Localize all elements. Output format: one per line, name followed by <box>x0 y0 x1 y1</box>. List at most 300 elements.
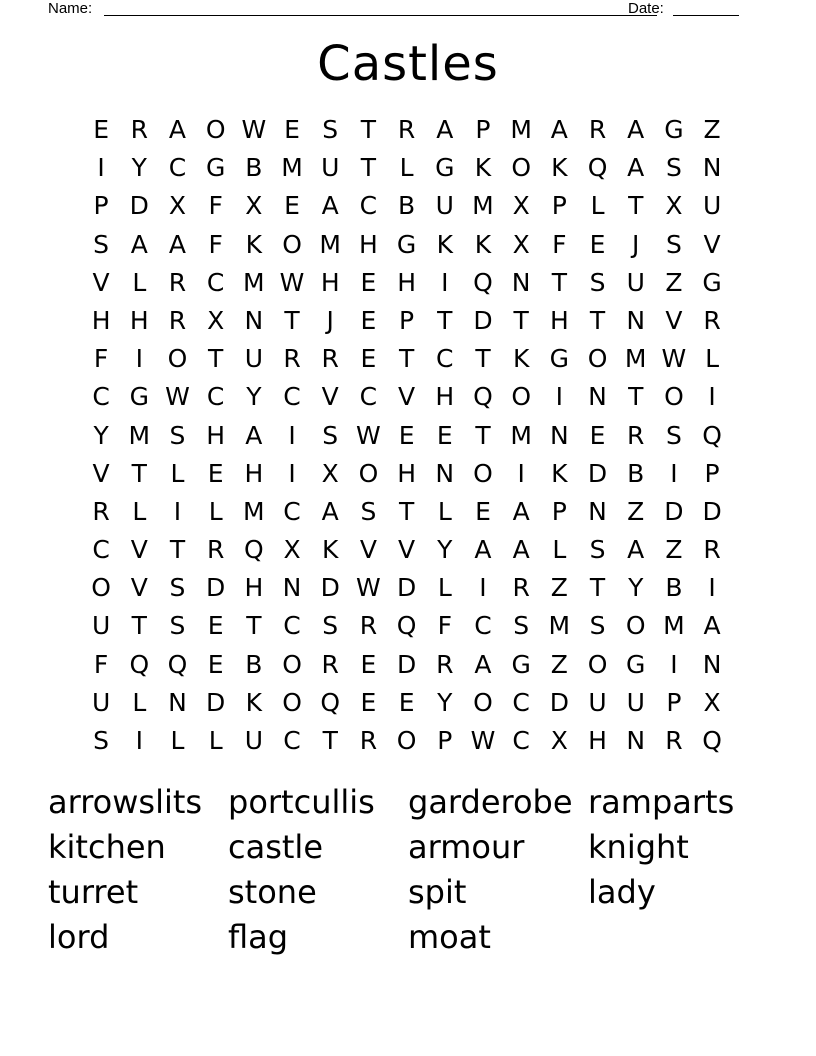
grid-cell[interactable]: N <box>702 153 722 183</box>
grid-cell[interactable]: O <box>282 687 302 717</box>
grid-cell[interactable]: M <box>663 611 685 641</box>
grid-cell[interactable]: N <box>702 649 722 679</box>
name-label: Name: <box>48 0 93 17</box>
grid-cell[interactable]: F <box>93 649 109 679</box>
grid-cell[interactable]: P <box>399 305 415 335</box>
name-field-line[interactable] <box>104 0 657 16</box>
grid-cell[interactable]: T <box>322 726 338 755</box>
grid-cell[interactable]: V <box>398 535 416 565</box>
grid-cell[interactable]: N <box>626 305 646 335</box>
grid-cell[interactable]: M <box>243 267 265 297</box>
grid-cell[interactable]: G <box>396 229 417 259</box>
grid-cell[interactable]: D <box>206 573 226 603</box>
word-list-item: garderobe <box>408 783 573 821</box>
grid-cell[interactable]: Q <box>587 153 608 183</box>
grid-cell[interactable]: A <box>474 535 492 565</box>
grid-cell[interactable]: V <box>703 229 721 259</box>
grid-cell[interactable]: P <box>551 191 567 221</box>
grid-cell[interactable]: G <box>435 153 455 183</box>
grid-cell[interactable]: J <box>632 229 640 259</box>
grid-cell[interactable]: C <box>168 153 187 183</box>
grid-cell[interactable]: T <box>589 573 606 603</box>
grid-cell[interactable]: U <box>244 726 263 755</box>
grid-cell[interactable]: L <box>208 496 223 526</box>
grid-cell[interactable]: E <box>589 420 606 450</box>
grid-cell[interactable]: S <box>169 420 186 450</box>
grid-cell[interactable]: N <box>588 496 607 526</box>
grid-cell[interactable]: E <box>475 496 491 526</box>
grid-cell[interactable]: S <box>589 611 606 641</box>
grid-cell[interactable]: N <box>244 305 264 335</box>
grid-cell[interactable]: T <box>475 344 491 374</box>
grid-cell[interactable]: I <box>173 496 182 526</box>
grid-cell[interactable]: T <box>398 496 415 526</box>
grid-cell[interactable]: G <box>205 153 226 183</box>
grid-cell[interactable]: C <box>359 382 378 412</box>
grid-cell[interactable]: I <box>135 344 143 374</box>
grid-cell[interactable]: V <box>321 382 339 412</box>
grid-cell[interactable]: C <box>283 496 301 526</box>
grid-cell[interactable]: C <box>206 382 225 412</box>
grid-cell[interactable]: K <box>245 229 263 259</box>
grid-cell[interactable]: A <box>130 229 148 259</box>
grid-cell[interactable]: X <box>703 687 721 717</box>
grid-cell[interactable]: C <box>92 535 110 565</box>
grid-cell[interactable]: A <box>627 535 645 565</box>
grid-cell[interactable]: R <box>703 305 721 335</box>
grid-cell[interactable]: B <box>245 153 263 183</box>
grid-cell[interactable]: T <box>246 611 262 641</box>
grid-cell[interactable]: O <box>511 153 531 183</box>
grid-cell[interactable]: C <box>283 726 301 755</box>
grid-cell[interactable]: O <box>396 726 417 755</box>
grid-cell[interactable]: U <box>626 267 645 297</box>
grid-cell[interactable]: I <box>135 726 143 755</box>
grid-cell[interactable]: R <box>436 649 454 679</box>
grid-cell[interactable]: O <box>282 649 302 679</box>
grid-cell[interactable]: T <box>437 305 453 335</box>
grid-cell[interactable]: Z <box>550 649 568 679</box>
grid-cell[interactable]: U <box>702 191 722 221</box>
grid-cell[interactable]: L <box>399 153 414 183</box>
grid-cell[interactable]: A <box>168 229 187 259</box>
grid-cell[interactable]: E <box>436 420 453 450</box>
grid-cell[interactable]: L <box>170 726 185 755</box>
grid-cell[interactable]: I <box>97 153 105 183</box>
grid-cell[interactable]: S <box>93 229 110 259</box>
grid-cell[interactable]: Q <box>473 382 493 412</box>
grid-cell[interactable]: C <box>359 191 378 221</box>
grid-cell[interactable]: K <box>551 458 568 488</box>
grid-cell[interactable]: S <box>93 726 110 755</box>
grid-cell[interactable]: M <box>472 191 494 221</box>
grid-cell[interactable]: K <box>322 535 339 565</box>
grid-cell[interactable]: E <box>284 191 300 221</box>
grid-cell[interactable]: Y <box>246 382 262 412</box>
grid-cell[interactable]: W <box>356 420 381 450</box>
grid-cell[interactable]: L <box>552 535 567 565</box>
grid-cell[interactable]: E <box>207 611 224 641</box>
grid-cell[interactable]: H <box>244 458 264 488</box>
grid-cell[interactable]: T <box>208 344 224 374</box>
grid-cell[interactable]: O <box>587 649 608 679</box>
grid-cell[interactable]: R <box>397 115 416 144</box>
grid-cell[interactable]: R <box>512 573 530 603</box>
grid-cell[interactable]: Q <box>244 535 264 565</box>
grid-cell[interactable]: O <box>511 382 531 412</box>
grid-cell[interactable]: M <box>128 420 151 450</box>
grid-cell[interactable]: A <box>627 153 645 183</box>
grid-cell[interactable]: F <box>552 229 567 259</box>
grid-cell[interactable]: R <box>321 344 339 374</box>
grid-cell[interactable]: W <box>165 382 190 412</box>
grid-cell[interactable]: T <box>131 458 147 488</box>
grid-cell[interactable]: L <box>132 687 147 717</box>
grid-cell[interactable]: E <box>398 420 415 450</box>
grid-cell[interactable]: H <box>397 267 416 297</box>
grid-cell[interactable]: T <box>475 420 491 450</box>
grid-cell[interactable]: C <box>92 382 110 412</box>
grid-cell[interactable]: I <box>670 458 678 488</box>
grid-cell[interactable]: V <box>130 573 148 603</box>
grid-cell[interactable]: R <box>321 649 339 679</box>
grid-cell[interactable]: F <box>93 344 109 374</box>
grid-cell[interactable]: I <box>555 382 564 412</box>
grid-cell[interactable]: O <box>282 229 302 259</box>
grid-cell[interactable]: V <box>130 535 148 565</box>
grid-cell[interactable]: B <box>245 649 263 679</box>
grid-cell[interactable]: P <box>666 687 682 717</box>
grid-cell[interactable]: G <box>664 115 684 144</box>
grid-cell[interactable]: W <box>279 267 305 297</box>
grid-cell[interactable]: A <box>321 191 339 221</box>
grid-cell[interactable]: U <box>244 344 263 374</box>
grid-cell[interactable]: Z <box>665 535 683 565</box>
grid-cell[interactable]: I <box>708 573 716 603</box>
grid-cell[interactable]: H <box>91 305 111 335</box>
grid-cell[interactable]: L <box>437 496 452 526</box>
grid-cell[interactable]: I <box>288 420 296 450</box>
grid-cell[interactable]: F <box>208 191 223 221</box>
grid-cell[interactable]: Z <box>627 496 645 526</box>
grid-cell[interactable]: H <box>244 573 264 603</box>
word-list-item: castle <box>228 828 323 866</box>
grid-cell[interactable]: R <box>168 305 187 335</box>
grid-cell[interactable]: A <box>168 115 187 144</box>
grid-cell[interactable]: E <box>360 344 377 374</box>
grid-cell[interactable]: E <box>360 305 377 335</box>
grid-cell[interactable]: I <box>708 382 716 412</box>
grid-cell[interactable]: R <box>206 535 225 565</box>
grid-cell[interactable]: U <box>435 191 454 221</box>
grid-cell[interactable]: E <box>93 115 109 144</box>
grid-cell[interactable]: H <box>588 726 607 755</box>
grid-cell[interactable]: X <box>321 458 339 488</box>
grid-cell[interactable]: U <box>321 153 340 183</box>
grid-cell[interactable]: U <box>91 611 111 641</box>
grid-cell[interactable]: H <box>206 420 226 450</box>
grid-cell[interactable]: U <box>91 687 111 717</box>
grid-cell[interactable]: O <box>587 344 608 374</box>
grid-cell[interactable]: E <box>360 267 377 297</box>
grid-cell[interactable]: D <box>396 573 417 603</box>
grid-cell[interactable]: R <box>359 611 378 641</box>
grid-cell[interactable]: T <box>284 305 300 335</box>
grid-cell[interactable]: S <box>169 611 186 641</box>
grid-cell[interactable]: N <box>435 458 455 488</box>
grid-cell[interactable]: T <box>131 611 147 641</box>
grid-cell[interactable]: O <box>358 458 379 488</box>
grid-cell[interactable]: S <box>665 420 682 450</box>
word-list-item: lord <box>48 918 110 956</box>
grid-cell[interactable]: T <box>398 344 415 374</box>
grid-cell[interactable]: K <box>245 687 263 717</box>
grid-cell[interactable]: K <box>512 344 530 374</box>
grid-cell[interactable]: A <box>703 611 721 641</box>
grid-cell[interactable]: S <box>322 420 339 450</box>
grid-cell[interactable]: W <box>356 573 381 603</box>
grid-cell[interactable]: A <box>550 115 568 144</box>
grid-cell[interactable]: L <box>208 726 223 755</box>
grid-cell[interactable]: S <box>589 535 606 565</box>
grid-cell[interactable]: E <box>589 229 606 259</box>
grid-cell[interactable]: C <box>474 611 492 641</box>
grid-cell[interactable]: P <box>437 726 453 755</box>
grid-cell[interactable]: A <box>512 496 530 526</box>
grid-cell[interactable]: W <box>241 115 267 144</box>
grid-cell[interactable]: E <box>360 687 377 717</box>
grid-cell[interactable]: K <box>551 153 568 183</box>
grid-cell[interactable]: R <box>168 267 187 297</box>
word-list-item: kitchen <box>48 828 166 866</box>
grid-cell[interactable]: V <box>398 382 416 412</box>
grid-cell[interactable]: A <box>245 420 263 450</box>
grid-cell[interactable]: M <box>548 611 571 641</box>
grid-cell[interactable]: S <box>169 573 186 603</box>
grid-cell[interactable]: C <box>283 611 301 641</box>
grid-cell[interactable]: V <box>665 305 683 335</box>
grid-cell[interactable]: B <box>627 458 645 488</box>
grid-cell[interactable]: V <box>92 458 110 488</box>
grid-cell[interactable]: R <box>665 726 683 755</box>
grid-cell[interactable]: G <box>702 267 722 297</box>
grid-cell[interactable]: H <box>320 267 340 297</box>
grid-cell[interactable]: L <box>437 573 452 603</box>
grid-cell[interactable]: D <box>664 496 684 526</box>
grid-cell[interactable]: Y <box>131 153 147 183</box>
grid-cell[interactable]: R <box>627 420 645 450</box>
grid-cell[interactable]: E <box>398 687 415 717</box>
grid-cell[interactable]: I <box>441 267 449 297</box>
grid-cell[interactable]: N <box>588 382 607 412</box>
grid-cell[interactable]: M <box>319 229 341 259</box>
grid-cell[interactable]: T <box>551 267 567 297</box>
grid-cell[interactable]: S <box>665 229 682 259</box>
word-list-item: arrowslits <box>48 783 203 821</box>
grid-cell[interactable]: M <box>624 344 647 374</box>
grid-cell[interactable]: T <box>628 382 644 412</box>
grid-cell[interactable]: X <box>512 229 530 259</box>
grid-cell[interactable]: X <box>550 726 568 755</box>
grid-cell[interactable]: S <box>589 267 606 297</box>
grid-cell[interactable]: S <box>322 115 339 144</box>
grid-cell[interactable]: T <box>360 153 377 183</box>
grid-cell[interactable]: J <box>326 305 334 335</box>
grid-cell[interactable]: Z <box>665 267 683 297</box>
grid-cell[interactable]: G <box>549 344 570 374</box>
grid-cell[interactable]: E <box>360 649 377 679</box>
grid-cell[interactable]: H <box>435 382 455 412</box>
grid-cell[interactable]: N <box>511 267 531 297</box>
grid-cell[interactable]: O <box>91 573 111 603</box>
grid-cell[interactable]: P <box>551 496 567 526</box>
grid-cell[interactable]: D <box>702 496 722 526</box>
grid-cell[interactable]: O <box>167 344 188 374</box>
grid-cell[interactable]: R <box>588 115 607 144</box>
grid-cell[interactable]: D <box>206 687 226 717</box>
grid-cell[interactable]: S <box>322 611 339 641</box>
grid-cell[interactable]: Y <box>93 420 109 450</box>
grid-cell[interactable]: O <box>664 382 684 412</box>
grid-cell[interactable]: G <box>129 382 149 412</box>
grid-cell[interactable]: P <box>93 191 109 221</box>
grid-cell[interactable]: T <box>628 191 644 221</box>
grid-cell[interactable]: H <box>359 229 378 259</box>
date-field-line[interactable] <box>673 0 739 16</box>
grid-cell[interactable]: C <box>283 382 301 412</box>
grid-cell[interactable]: A <box>627 115 645 144</box>
grid-cell[interactable]: R <box>92 496 110 526</box>
grid-cell[interactable]: R <box>130 115 148 144</box>
grid-cell[interactable]: L <box>590 191 605 221</box>
grid-cell[interactable]: V <box>359 535 377 565</box>
grid-cell[interactable]: N <box>626 726 646 755</box>
grid-cell[interactable]: G <box>511 649 531 679</box>
grid-cell[interactable]: T <box>360 115 377 144</box>
grid-cell[interactable]: S <box>360 496 377 526</box>
grid-cell[interactable]: U <box>588 687 607 717</box>
grid-cell[interactable]: C <box>206 267 225 297</box>
grid-cell[interactable]: G <box>626 649 646 679</box>
grid-cell[interactable]: L <box>705 344 720 374</box>
grid-cell[interactable]: R <box>359 726 378 755</box>
grid-cell[interactable]: X <box>512 191 530 221</box>
grid-cell[interactable]: C <box>512 726 530 755</box>
grid-cell[interactable]: H <box>129 305 149 335</box>
grid-cell[interactable]: W <box>661 344 687 374</box>
grid-cell[interactable]: I <box>288 458 296 488</box>
word-list-item: stone <box>228 873 317 911</box>
grid-cell[interactable]: M <box>510 115 532 144</box>
grid-cell[interactable]: D <box>396 649 417 679</box>
grid-cell[interactable]: Q <box>702 726 722 755</box>
grid-cell[interactable]: I <box>670 649 678 679</box>
grid-cell[interactable]: R <box>703 535 721 565</box>
grid-cell[interactable]: K <box>474 229 492 259</box>
grid-cell[interactable]: F <box>437 611 452 641</box>
grid-cell[interactable]: Q <box>167 649 188 679</box>
grid-cell[interactable]: P <box>475 115 491 144</box>
grid-cell[interactable]: D <box>320 573 340 603</box>
grid-cell[interactable]: N <box>549 420 569 450</box>
grid-cell[interactable]: D <box>549 687 569 717</box>
grid-cell[interactable]: A <box>321 496 339 526</box>
grid-cell[interactable]: K <box>436 229 453 259</box>
grid-cell[interactable]: D <box>587 458 608 488</box>
grid-cell[interactable]: Z <box>703 115 721 144</box>
grid-cell[interactable]: A <box>436 115 454 144</box>
grid-cell[interactable]: U <box>626 687 645 717</box>
grid-cell[interactable]: B <box>398 191 416 221</box>
grid-cell[interactable]: Q <box>129 649 150 679</box>
grid-cell[interactable]: D <box>129 191 149 221</box>
grid-cell[interactable]: Y <box>628 573 644 603</box>
grid-cell[interactable]: X <box>245 191 263 221</box>
grid-cell[interactable]: T <box>589 305 606 335</box>
grid-cell[interactable]: L <box>132 496 147 526</box>
grid-cell[interactable]: L <box>170 458 185 488</box>
grid-cell[interactable]: Q <box>473 267 493 297</box>
grid-cell[interactable]: K <box>474 153 492 183</box>
grid-cell[interactable]: X <box>207 305 225 335</box>
grid-cell[interactable]: X <box>665 191 683 221</box>
grid-cell[interactable]: O <box>625 611 646 641</box>
grid-cell[interactable]: N <box>168 687 187 717</box>
grid-cell[interactable]: C <box>436 344 454 374</box>
word-list <box>48 780 748 960</box>
grid-cell[interactable]: E <box>207 458 224 488</box>
grid-cell[interactable]: Q <box>702 420 722 450</box>
grid-cell[interactable]: S <box>665 153 682 183</box>
grid-cell[interactable]: B <box>665 573 683 603</box>
grid-cell[interactable]: L <box>132 267 147 297</box>
grid-cell[interactable]: H <box>549 305 569 335</box>
grid-cell[interactable]: C <box>512 687 530 717</box>
grid-cell[interactable]: Y <box>437 687 453 717</box>
grid-cell[interactable]: X <box>283 535 301 565</box>
grid-cell[interactable]: I <box>517 458 525 488</box>
grid-cell[interactable]: A <box>474 649 492 679</box>
grid-cell[interactable]: O <box>473 458 493 488</box>
grid-cell[interactable]: V <box>92 267 110 297</box>
grid-cell[interactable]: M <box>281 153 303 183</box>
grid-cell[interactable]: T <box>513 305 529 335</box>
grid-cell[interactable]: O <box>473 687 493 717</box>
grid-cell[interactable]: W <box>470 726 496 755</box>
grid-cell[interactable]: Z <box>550 573 568 603</box>
grid-cell[interactable]: M <box>510 420 532 450</box>
grid-cell[interactable]: E <box>207 649 224 679</box>
grid-cell[interactable]: Y <box>437 535 453 565</box>
grid-cell[interactable]: Q <box>396 611 417 641</box>
grid-cell[interactable]: R <box>283 344 301 374</box>
grid-cell[interactable]: H <box>397 458 416 488</box>
grid-cell[interactable]: N <box>282 573 302 603</box>
grid-cell[interactable]: X <box>168 191 187 221</box>
grid-cell[interactable]: T <box>169 535 186 565</box>
grid-cell[interactable]: O <box>205 115 226 144</box>
grid-cell[interactable]: Q <box>320 687 341 717</box>
grid-cell[interactable]: M <box>243 496 265 526</box>
grid-cell[interactable]: E <box>284 115 300 144</box>
grid-cell[interactable]: A <box>512 535 530 565</box>
grid-cell[interactable]: S <box>513 611 530 641</box>
grid-cell[interactable]: I <box>479 573 487 603</box>
grid-cell[interactable]: F <box>208 229 223 259</box>
word-list-item: lady <box>588 873 656 911</box>
grid-cell[interactable]: P <box>704 458 720 488</box>
grid-cell[interactable]: D <box>473 305 493 335</box>
